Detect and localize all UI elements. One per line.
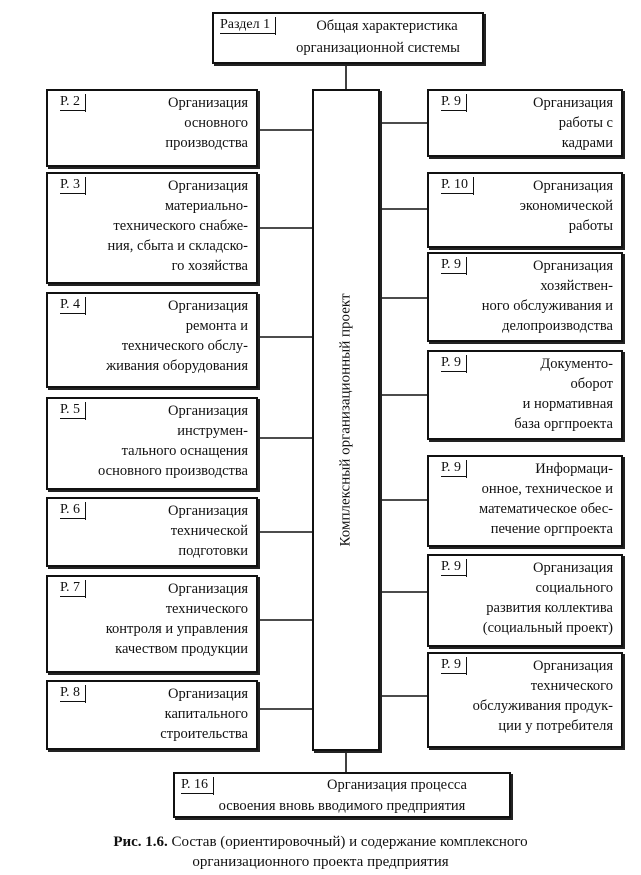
section-code: Р. 9 (441, 460, 467, 477)
right-box-4 (427, 350, 623, 440)
box-text-line: технической (170, 523, 248, 539)
section-code: Р. 7 (60, 580, 86, 597)
left-box-4 (46, 397, 258, 490)
box-text-line: производства (165, 135, 248, 151)
box-text-line: делопроизводства (502, 318, 613, 334)
box-text-line: онное, техническое и (481, 481, 613, 497)
left-box-5 (46, 497, 258, 567)
box-text-line: качеством продукции (115, 641, 248, 657)
box-text-line: и нормативная (522, 396, 613, 412)
section-code: Р. 5 (60, 402, 86, 419)
box-text-line: основного (184, 115, 248, 131)
caption-line-2: организационного проекта предприятия (192, 854, 449, 870)
box-text-line: Организация (168, 298, 248, 314)
box-text-line: социального (535, 580, 613, 596)
box-text-line: технического (530, 678, 613, 694)
section-code: Р. 9 (441, 94, 467, 111)
box-text-line: (социальный проект) (482, 620, 613, 636)
box-text-line: Организация (168, 95, 248, 111)
box-text-line: Организация (168, 503, 248, 519)
section-code: Р. 6 (60, 502, 86, 519)
box-text-line: Организация (533, 258, 613, 274)
section-code: Р. 10 (441, 177, 474, 194)
section-code: Р. 3 (60, 177, 86, 194)
left-box-3 (46, 292, 258, 388)
left-box-7 (46, 680, 258, 750)
right-box-5 (427, 455, 623, 547)
box-text-line: материально- (164, 198, 248, 214)
right-box-3 (427, 252, 623, 342)
box-text-line: технического (165, 601, 248, 617)
box-text-line: Организация (168, 178, 248, 194)
section-code: Р. 8 (60, 685, 86, 702)
box-text-line: ния, сбыта и складско- (107, 238, 248, 254)
box-text-line: Организация (533, 178, 613, 194)
box-text-line: хозяйствен- (540, 278, 613, 294)
box-text-line: Документо- (540, 356, 613, 372)
box-text-line: база оргпроекта (514, 416, 613, 432)
right-box-6 (427, 554, 623, 647)
box-text-line: технического снабже- (113, 218, 248, 234)
section-code: Р. 16 (181, 777, 214, 794)
box-text-line: Организация (533, 658, 613, 674)
box-text-line: живания оборудования (106, 358, 248, 374)
section-16-line-1: Организация процесса (327, 777, 467, 793)
box-text-line: подготовки (178, 543, 248, 559)
section-code: Р. 4 (60, 297, 86, 314)
figure-caption (0, 832, 641, 852)
box-text-line: ного обслуживания и (481, 298, 613, 314)
section-code: Р. 9 (441, 355, 467, 372)
box-text-line: экономической (519, 198, 613, 214)
box-text-line: инструмен- (177, 423, 248, 439)
left-box-6 (46, 575, 258, 673)
box-text-line: технического обслу- (121, 338, 248, 354)
box-text-line: тального оснащения (121, 443, 248, 459)
box-text-line: печение оргпроекта (490, 521, 613, 537)
box-text-line: Организация (533, 560, 613, 576)
left-box-1 (46, 89, 258, 167)
section-title-line-1: Общая характеристика (316, 18, 458, 34)
box-text-line: Организация (533, 95, 613, 111)
box-text-line: развития коллектива (486, 600, 613, 616)
box-text-line: ремонта и (185, 318, 248, 334)
box-text-line: обслуживания продук- (472, 698, 613, 714)
box-text-line: строительства (160, 726, 248, 742)
right-box-1 (427, 89, 623, 157)
left-box-2 (46, 172, 258, 284)
box-text-line: го хозяйства (171, 258, 248, 274)
box-text-line: кадрами (561, 135, 613, 151)
section-code: Р. 9 (441, 657, 467, 674)
section-code: Р. 9 (441, 559, 467, 576)
box-text-line: контроля и управления (105, 621, 248, 637)
caption-line-1: Состав (ориентировочный) и содержание комплексного (171, 834, 528, 850)
section-1-box (212, 12, 484, 64)
section-code: Р. 2 (60, 94, 86, 111)
box-text-line: оборот (570, 376, 613, 392)
section-16-box (173, 772, 511, 818)
section-code: Р. 9 (441, 257, 467, 274)
right-box-7 (427, 652, 623, 748)
section-title-line-2: организационной системы (296, 40, 460, 56)
box-text-line: капитального (164, 706, 248, 722)
section-code: Раздел 1 (220, 17, 276, 34)
box-text-line: основного производства (98, 463, 248, 479)
box-text-line: работы (568, 218, 613, 234)
box-text-line: ции у потребителя (498, 718, 613, 734)
box-text-line: Организация (168, 581, 248, 597)
box-text-line: Организация (168, 403, 248, 419)
complex-project-label: Комплексный организационный проект (337, 293, 354, 547)
box-text-line: Информаци- (535, 461, 613, 477)
box-text-line: работы с (558, 115, 613, 131)
right-box-2 (427, 172, 623, 248)
box-text-line: Организация (168, 686, 248, 702)
complex-project-box (312, 89, 380, 751)
section-16-line-2: освоения вновь вводимого предприятия (218, 798, 466, 814)
box-text-line: математическое обес- (479, 501, 613, 517)
caption-prefix: Рис. 1.6. (113, 834, 168, 850)
